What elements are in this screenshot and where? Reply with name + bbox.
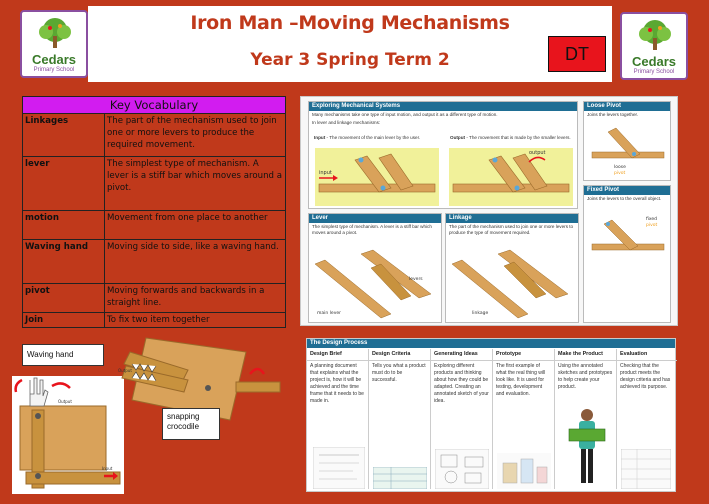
lever-card <box>308 213 442 323</box>
pivot-label: pivot <box>646 223 658 228</box>
lever-text: The simplest type of mechanism. A lever is a stiff bar which moves around a pivot. <box>312 224 432 235</box>
loose-pivot-card <box>583 101 671 181</box>
linkage-title: Linkage <box>446 214 578 223</box>
generating-ideas-thumbnail <box>435 449 489 489</box>
evaluation-text: Checking that the product meets the design criteria and has achieved its purpose. <box>620 363 671 390</box>
exploring-intro: Many mechanisms take one type of input motion, and output it as a different type of motion. <box>312 112 498 117</box>
table-row <box>23 157 286 211</box>
vocab-definition: Movement from one place to another <box>105 211 286 240</box>
fixed-pivot-diagram <box>588 212 668 272</box>
design-brief-heading: Design Brief <box>307 349 368 361</box>
snapping-crocodile-label: snapping crocodile <box>162 408 220 440</box>
waving-hand-label: Waving hand <box>22 344 104 366</box>
table-row <box>23 284 286 313</box>
design-criteria-thumbnail <box>373 467 427 489</box>
logo-sub: Primary School <box>33 67 75 73</box>
table-row <box>23 211 286 240</box>
input-title: Input <box>314 135 326 140</box>
subject-badge: DT <box>548 36 606 72</box>
loose-pivot-text: Joins the levers together. <box>587 112 639 117</box>
evaluation-heading: Evaluation <box>617 349 677 361</box>
generating-ideas-text: Exploring different products and thinking about how they could be adapted. Creating an annotated sketch of your idea. <box>434 363 489 404</box>
vocab-term: Join <box>23 313 105 328</box>
input-label: input <box>319 170 332 176</box>
vocab-definition: Moving forwards and backwards in a straight line. <box>105 284 286 313</box>
fixed-pivot-text: Joins the levers to the overall object. <box>587 196 662 201</box>
levers-label: levers <box>409 277 423 282</box>
school-logo-left <box>20 10 88 78</box>
output-figure-label: Output <box>58 399 72 404</box>
input-figure-label: Input <box>102 466 113 471</box>
lever-diagram <box>311 244 441 322</box>
loose-pivot-diagram <box>588 122 668 178</box>
key-vocabulary-table <box>22 96 286 328</box>
lever-title: Lever <box>309 214 441 223</box>
vocab-heading: Key Vocabulary <box>23 97 286 114</box>
table-row <box>23 313 286 328</box>
prototype-heading: Prototype <box>493 349 554 361</box>
linkage-diagram <box>448 244 578 322</box>
prototype-thumbnail <box>497 453 551 489</box>
loose-label: loose <box>614 165 626 170</box>
output-figure-label: Output <box>118 368 132 373</box>
vocab-term: motion <box>23 211 105 240</box>
exploring-card <box>308 101 578 209</box>
input-text: - The movement of the main lever by the user. <box>325 135 421 140</box>
tree-logo-icon <box>628 18 682 52</box>
output-diagram <box>449 148 573 206</box>
page-subtitle: Year 3 Spring Term 2 <box>250 50 450 70</box>
vocab-term: Linkages <box>23 114 105 157</box>
output-text: - The movement that is made by the smaller levers. <box>465 135 571 140</box>
table-row <box>23 240 286 284</box>
vocab-term: Waving hand <box>23 240 105 284</box>
vocab-definition: Moving side to side, like a waving hand. <box>105 240 286 284</box>
design-process-title: The Design Process <box>307 339 675 348</box>
loose-pivot-title: Loose Pivot <box>584 102 670 111</box>
design-brief-text: A planning document that explains what the project is, how it will be achieved and the time frame that it needs to be made in. <box>310 363 364 404</box>
mechanical-systems-panel <box>300 96 678 326</box>
input-diagram <box>315 148 439 206</box>
evaluation-thumbnail <box>621 449 671 489</box>
header-banner <box>88 6 612 82</box>
fixed-label: fixed <box>646 217 657 222</box>
exploring-title: Exploring Mechanical Systems <box>309 102 577 111</box>
fixed-pivot-card <box>583 185 671 323</box>
linkage-label: linkage <box>472 311 489 316</box>
output-label: output <box>529 150 546 156</box>
school-logo-right <box>620 12 688 80</box>
design-brief-thumbnail <box>313 447 365 489</box>
design-criteria-heading: Design Criteria <box>369 349 430 361</box>
logo-sub: Primary School <box>633 69 675 75</box>
logo-name: Cedars <box>31 52 77 67</box>
design-criteria-text: Tells you what a product must do to be successful. <box>372 363 426 383</box>
table-row <box>23 114 286 157</box>
logo-name: Cedars <box>631 54 677 69</box>
linkage-card <box>445 213 579 323</box>
main-lever-label: main lever <box>317 311 341 316</box>
make-product-person-illustration <box>565 405 609 489</box>
vocab-definition: The part of the mechanism used to join one or more levers to produce the required movement. <box>105 114 286 157</box>
generating-ideas-heading: Generating Ideas <box>431 349 492 361</box>
vocab-definition: To fix two item together <box>105 313 286 328</box>
vocab-term: pivot <box>23 284 105 313</box>
output-title: Output <box>450 135 466 140</box>
page-title: Iron Man –Moving Mechanisms <box>190 12 510 34</box>
tree-logo-icon <box>28 16 82 50</box>
linkage-text: The part of the mechanism used to join one or more levers to produce the type of movement required. <box>449 224 574 235</box>
waving-hand-illustration <box>12 376 124 494</box>
vocab-definition: The simplest type of mechanism. A lever is a stiff bar which moves around a pivot. <box>105 157 286 211</box>
vocab-term: lever <box>23 157 105 211</box>
make-product-heading: Make the Product <box>555 349 616 361</box>
prototype-text: The first example of what the real thing will look like. It is used for testing, development and evaluation. <box>496 363 546 397</box>
make-product-text: Using the annotated sketches and prototypes to help create your product. <box>558 363 613 390</box>
fixed-pivot-title: Fixed Pivot <box>584 186 670 195</box>
design-process-panel <box>306 338 676 492</box>
pivot-label: pivot <box>614 171 626 176</box>
exploring-intro2: In lever and linkage mechanisms: <box>312 120 381 125</box>
